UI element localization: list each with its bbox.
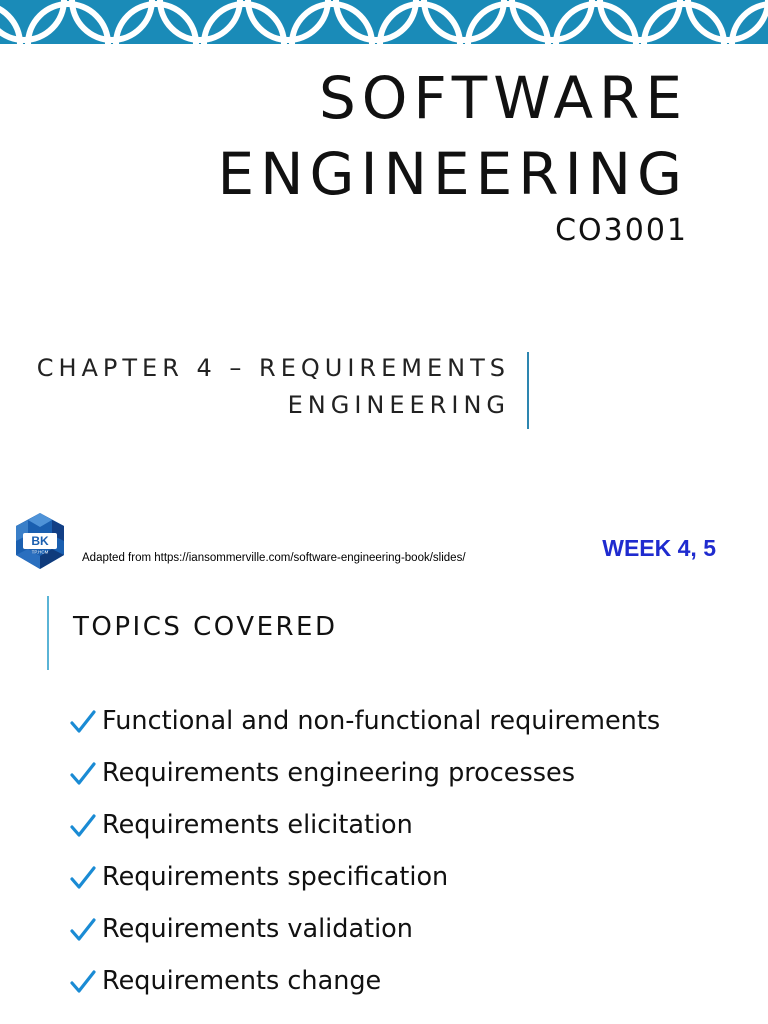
check-icon [70,814,96,838]
course-title-line-1: SOFTWARE [318,64,688,132]
topic-label: Requirements specification [102,862,449,892]
topic-label: Requirements engineering processes [102,758,576,788]
source-credit: Adapted from https://iansommerville.com/software-engineering-book/slides/ [82,552,466,564]
week-label: WEEK 4, 5 [602,535,716,561]
topics-heading: TOPICS COVERED [73,612,338,642]
check-icon [70,866,96,890]
chapter-title-line-2: ENGINEERING [287,391,510,419]
list-item [70,966,660,1018]
course-code: CO3001 [555,213,688,248]
course-title-line-2: ENGINEERING [217,140,688,208]
topics-divider [47,596,49,670]
logo-text: BK [31,534,49,548]
chapter-divider [527,352,529,429]
topic-label: Requirements change [102,966,382,996]
university-logo [10,511,70,573]
decorative-banner [0,0,768,44]
list-item [70,758,660,810]
list-item [70,914,660,966]
topic-label: Requirements elicitation [102,810,413,840]
topics-slide [0,580,768,1024]
list-item [70,810,660,862]
chapter-title-line-1: CHAPTER 4 – REQUIREMENTS [36,354,510,382]
list-item [70,706,660,758]
check-icon [70,762,96,786]
list-item [70,862,660,914]
chapter-title [37,350,510,424]
check-icon [70,710,96,734]
check-icon [70,970,96,994]
check-icon [70,918,96,942]
topics-list [70,706,660,1018]
topic-label: Functional and non-functional requirements [102,706,661,736]
logo-subtext: TP.HCM [31,549,49,555]
course-title [218,60,689,212]
topic-label: Requirements validation [102,914,413,944]
